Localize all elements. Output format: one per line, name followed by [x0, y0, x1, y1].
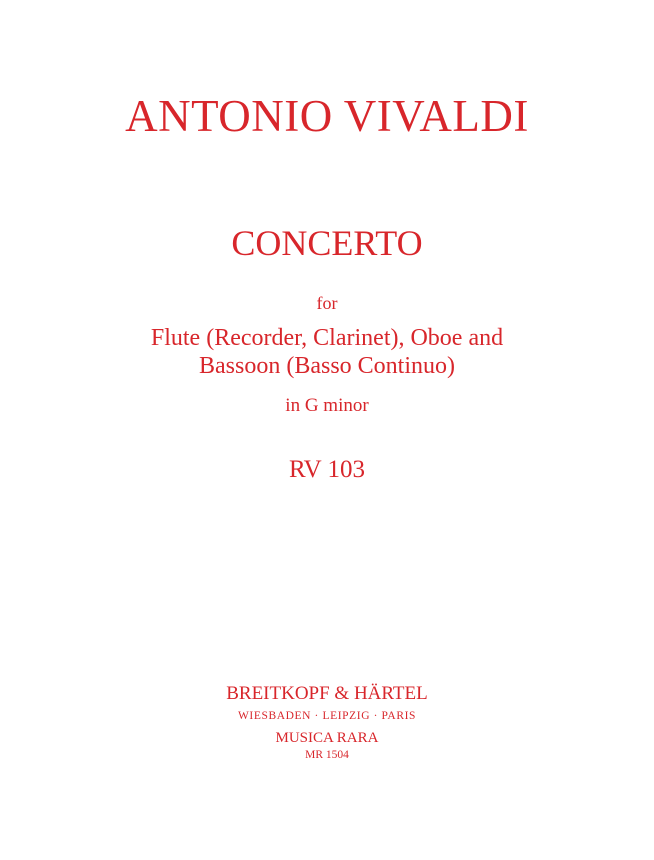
- publisher-cities: WIESBADEN · LEIPZIG · PARIS: [237, 710, 417, 722]
- catalog-number: RV 103: [288, 456, 366, 483]
- instrumentation-line-2: Bassoon (Basso Continuo): [198, 353, 455, 379]
- work-title: CONCERTO: [231, 223, 423, 263]
- publisher-name: BREITKOPF & HÄRTEL: [226, 683, 428, 704]
- publisher-imprint: MUSICA RARA: [275, 730, 379, 746]
- key-signature: in G minor: [285, 395, 369, 416]
- composer-name: ANTONIO VIVALDI: [125, 91, 529, 141]
- for-label: for: [316, 293, 338, 313]
- edition-number: MR 1504: [305, 749, 349, 761]
- instrumentation-line-1: Flute (Recorder, Clarinet), Oboe and: [150, 325, 504, 351]
